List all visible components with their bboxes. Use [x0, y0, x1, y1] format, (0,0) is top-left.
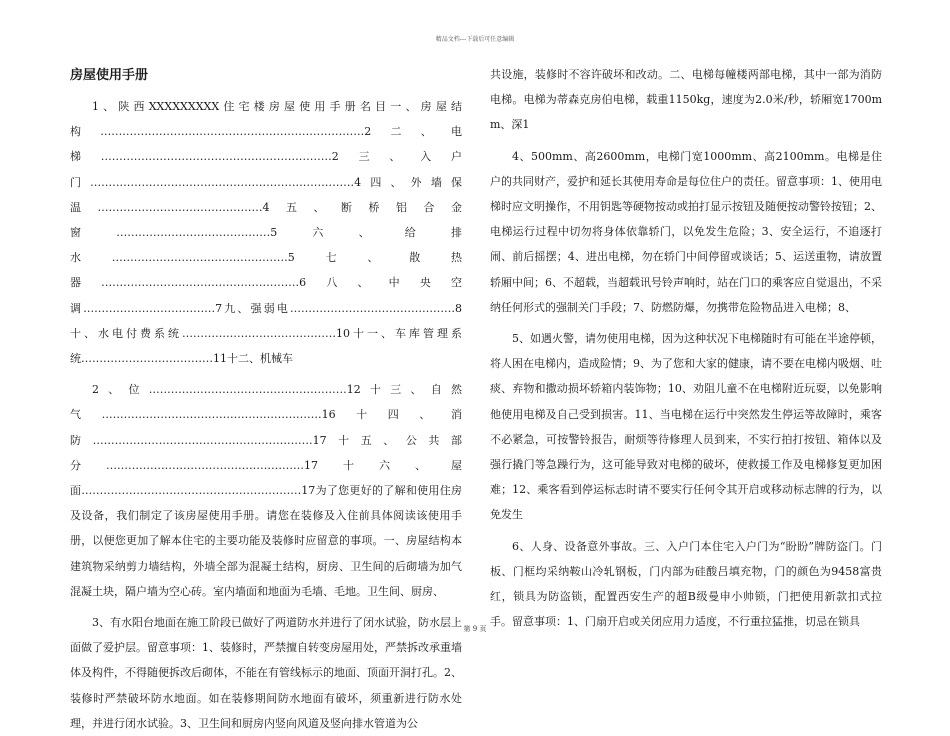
- right-column: [490, 62, 882, 634]
- document-title: 房屋使用手册: [70, 68, 149, 83]
- paragraph-elevator-rules: 4、500mm、高2600mm，电梯门宽1000mm、高2100mm。电梯是住户的共同财产，爱护和延长其使用寿命是每位住户的责任。留意事项：1、使用电梯时应文明操作，不用钥匙等硬物按动或拍打显示按钮及随便按动警铃按钮；2、电梯运行过程中切勿将身体依靠轿门，以免发生危险；3、安全运行，不追逐打闹、前后摇摆；4、进出电梯，勿在轿门中间停留或谈话；5、运送重物，请放置轿厢中间；6、不超载，当超载讯号铃声响时，站在门口的乘客应自觉退出，不采纳任何形式的强制关门手段；7、防燃防爆，勿携带危险物品进入电梯；8、: [490, 149, 882, 314]
- paragraph-toc-1: 1、陕西XXXXXXXXX住宅楼房屋使用手册名目一、房屋结构………………………………………………………………2二、电梯………………………………………………………2三、入户门………………………………………………………………4四、外墙保温………………………………………4五、断桥铝合金窗……………………………………5六、给排水…………………………………………5七、散热器………………………………………………6八、中央空调………………………………7九、强弱电………………………………………8十、水电付费系统……………………………………10十一、车库管理系统………………………………11十二、机械车: [70, 100, 462, 366]
- page-number: 第 9 页: [463, 625, 487, 633]
- page-header: 精品文档---下载后可任意编辑: [435, 36, 515, 43]
- paragraph-toc-2: 2、位………………………………………………12十三、自然气……………………………………………………16十四、消防……………………………………………………17十五、公共部分………………………………………………17十六、屋面……………………………………………………17为了您更好的了解和使用住房及设备，我们制定了该房屋使用手册。请您在装修及入住前具体阅读该使用手册，以便您更加了解本住宅的主要功能及装修时应留意的事项。一、房屋结构本建筑物采纳剪力墙结构，外墙全部为混凝土结构，厨房、卫生间的后砌墙为加气混凝土块，隔户墙为空心砖。室内墙面和地面为毛墙、毛地。卫生间、厨房、: [70, 383, 462, 598]
- paragraph-entry-door: 6、人身、设备意外事故。三、入户门本住宅入户门为“盼盼”牌防盗门。门板、门框均采纳鞍山冷轧钢板，门内部为硅酸吕填充物，门的颜色为9458富贵红，锁具为防盗锁，配置西安生产的超B级曼申小帅锁，门把使用新款扣式拉手。留意事项：1、门扇开启或关闭应用力适度，不行重拉猛推，切忌在锁具: [490, 539, 882, 629]
- paragraph-fire-safety: 5、如遇火警，请勿使用电梯，因为这种状况下电梯随时有可能在半途停顿，将人困在电梯内，造成险情；9、为了您和大家的健康，请不要在电梯内吸烟、吐痰、弃物和撒动损坏轿箱内装饰物；10、劝阻儿童不在电梯附近玩耍，以免影响他使用电梯及自己受到损害。11、当电梯在运行中突然发生停运等故障时，乘客不必紧急，可按警铃报告，耐烦等待修理人员到来，不实行拍打按钮、箱体以及强行撬门等急躁行为，这可能导致对电梯的破坏，使救援工作及电梯修复更加困难；12、乘客看到停运标志时请不要实行任何令其开启或移动标志牌的行为，以免发生: [490, 332, 882, 522]
- paragraph-waterproof: 3、有水阳台地面在施工阶段已做好了两道防水并进行了闭水试验，防水层上面做了爱护层。留意事项：1、装修时，严禁擅自转变房屋用处，严禁拆改承重墙体及构件，不得随便拆改后砌体，不能在有管线标示的地面、顶面开洞打孔。2、装修时严禁破坏防水地面。如在装修期间防水地面有破坏，须重新进行防水处理，并进行闭水试验。3、卫生间和厨房内竖向风道及竖向排水管道为公: [70, 616, 462, 730]
- left-column: [70, 62, 462, 736]
- paragraph-elevator-intro: 共设施，装修时不容许破坏和改动。二、电梯每幢楼两部电梯，其中一部为消防电梯。电梯为蒂森克房伯电梯，载重1150kg，速度为2.0米/秒，轿厢宽1700mm、深1: [490, 68, 882, 132]
